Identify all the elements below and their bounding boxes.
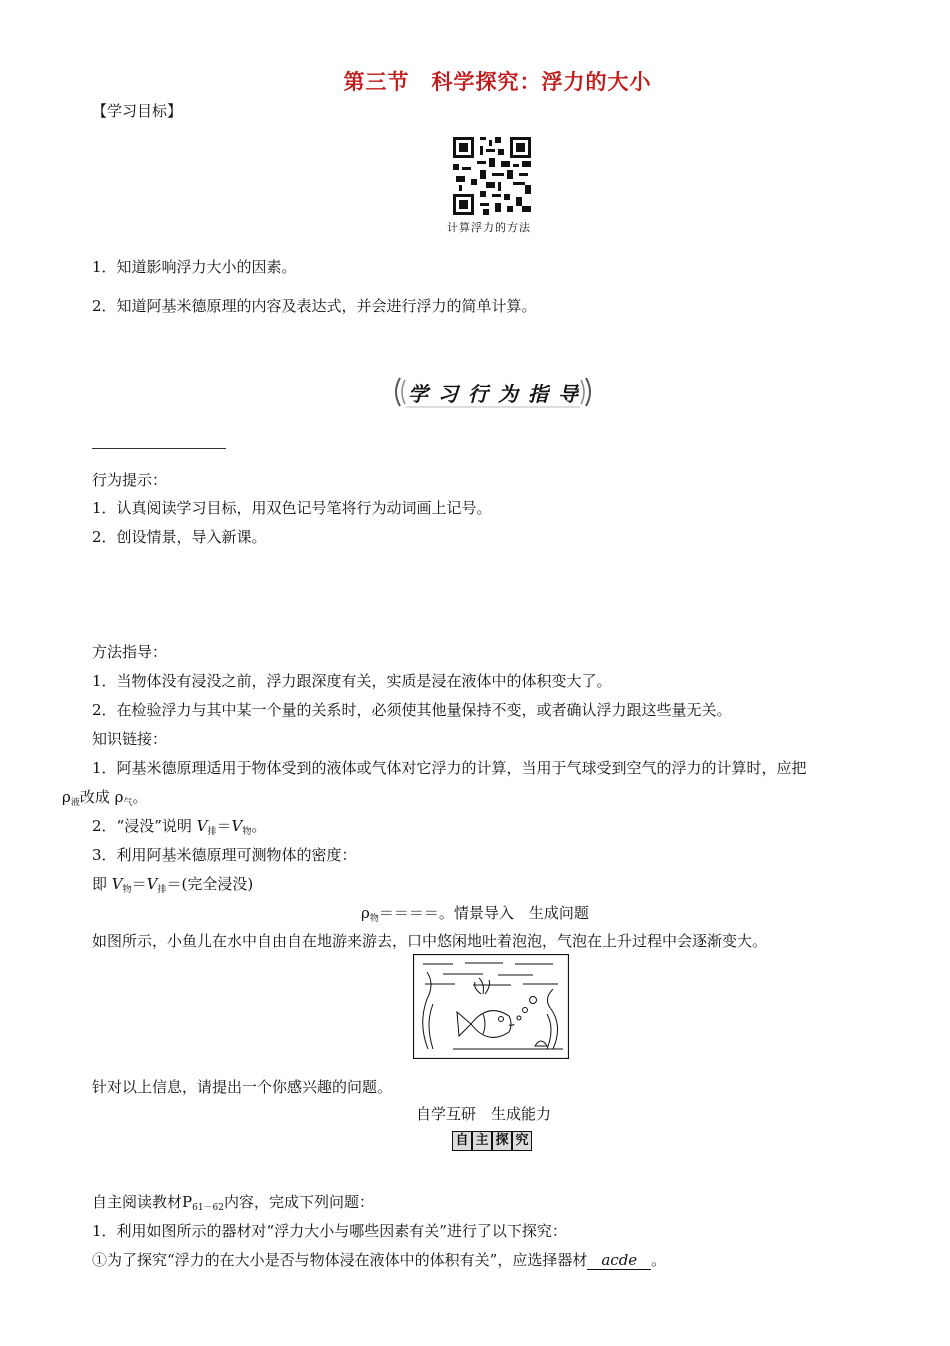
text-run: 内容，完成下列问题： — [224, 1193, 375, 1211]
scenario-text: 如图所示，小鱼儿在水中自由自在地游来游去，口中悠闲地吐着泡泡，气泡在上升过程中会逐渐变大。 — [92, 932, 768, 950]
divider-rule — [92, 448, 226, 449]
subscript: 61－62 — [192, 1203, 225, 1213]
fish-illustration — [413, 954, 569, 1059]
section-banner — [390, 375, 596, 409]
subscript: 物 — [122, 885, 132, 895]
method-item: 1．当物体没有浸没之前，浮力跟深度有关，实质是浸在液体中的体积变大了。 — [92, 672, 612, 690]
banner-text: 学习行为指导 — [408, 382, 588, 406]
explore-char: 自 — [452, 1131, 472, 1151]
text-run: 即 — [92, 875, 108, 893]
knowledge-item-2 — [92, 816, 266, 842]
text-run: 自主阅读教材 — [92, 1193, 183, 1211]
objective-item: 1．知道影响浮力大小的因素。 — [92, 258, 297, 276]
subscript: 排 — [157, 885, 167, 895]
behavior-heading: 行为提示： — [92, 471, 168, 489]
explore-char: 探 — [492, 1131, 512, 1151]
text-run: ＝ — [216, 817, 232, 835]
text-run: P — [182, 1193, 193, 1211]
knowledge-item-1-cont — [62, 787, 148, 813]
subscript: 液 — [70, 798, 80, 808]
subscript: 排 — [207, 827, 217, 837]
method-heading: 方法指导： — [92, 643, 168, 661]
behavior-item: 1．认真阅读学习目标，用双色记号笔将行为动词画上记号。 — [92, 499, 492, 517]
subscript: 物 — [242, 827, 252, 837]
text-run: 2．“浸没”说明 — [92, 817, 192, 835]
page-title: 第三节 科学探究：浮力的大小 — [343, 69, 652, 94]
self-study-heading: 自学互研 生成能力 — [416, 1105, 552, 1123]
self-study-question-1 — [92, 1250, 666, 1270]
text-run: ＝(完全浸没) — [166, 875, 254, 893]
behavior-item: 2．创设情景，导入新课。 — [92, 528, 267, 546]
text-run: ＝＝＝＝。情景导入 生成问题 — [378, 904, 589, 922]
self-study-item-1: 1．利用如图所示的器材对“浮力大小与哪些因素有关”进行了以下探究： — [92, 1222, 567, 1240]
formula-volume — [92, 874, 253, 900]
text-run: 。 — [651, 1251, 667, 1269]
scenario-question: 针对以上信息，请提出一个你感兴趣的问题。 — [92, 1078, 393, 1096]
variable: V — [111, 875, 123, 893]
knowledge-item-3: 3．利用阿基米德原理可测物体的密度： — [92, 846, 357, 864]
objective-item: 2．知道阿基米德原理的内容及表达式，并会进行浮力的简单计算。 — [92, 297, 537, 315]
rho-symbol: ρ — [361, 904, 370, 922]
variable: V — [231, 817, 243, 835]
text-run: ①为了探究“浮力的在大小是否与物体浸在液体中的体积有关”，应选择器材 — [92, 1251, 588, 1269]
text-run: 改成 — [79, 788, 110, 806]
answer-blank[interactable]: acde — [587, 1252, 651, 1270]
qr-code[interactable] — [453, 137, 531, 215]
objectives-header: 【学习目标】 — [92, 102, 183, 120]
qr-caption: 计算浮力的方法 — [447, 221, 531, 234]
explore-char: 究 — [512, 1131, 532, 1151]
explore-char: 主 — [472, 1131, 492, 1151]
knowledge-heading: 知识链接： — [92, 730, 168, 748]
text-run: 。 — [251, 817, 267, 835]
knowledge-item-1: 1．阿基米德原理适用于物体受到的液体或气体对它浮力的计算，当用于气球受到空气的浮力的计算时，应把 — [92, 759, 807, 777]
variable: V — [146, 875, 158, 893]
variable: V — [196, 817, 208, 835]
text-run: 。 — [132, 788, 148, 806]
rho-symbol: ρ — [114, 788, 124, 806]
explore-label-box — [452, 1131, 532, 1151]
rho-symbol: ρ — [62, 788, 71, 806]
subscript: 气 — [123, 798, 133, 808]
formula-density — [361, 903, 589, 929]
method-item: 2．在检验浮力与其中某一个量的关系时，必须使其他量保持不变，或者确认浮力跟这些量无关。 — [92, 701, 732, 719]
self-study-intro — [92, 1192, 374, 1218]
subscript: 物 — [369, 914, 379, 924]
text-run: ＝ — [131, 875, 147, 893]
